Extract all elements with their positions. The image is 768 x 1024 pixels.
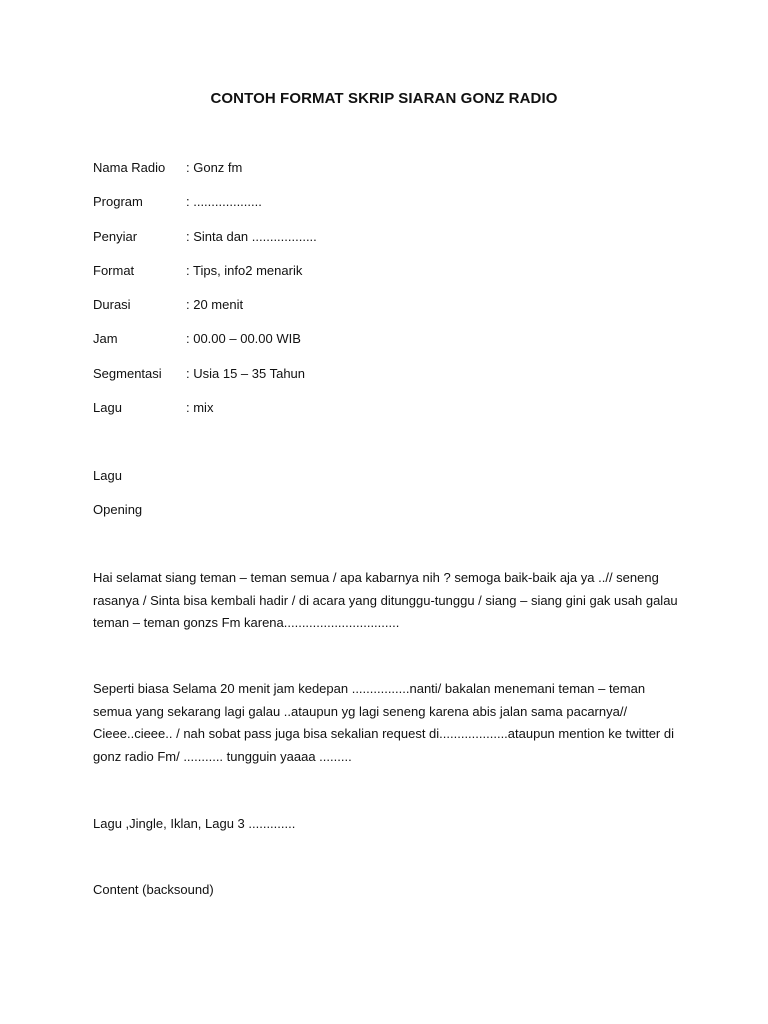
paragraph-line: teman – teman gonzs Fm karena................................ xyxy=(93,615,400,630)
info-row-jam xyxy=(93,331,317,365)
paragraph-line: semua yang sekarang lagi galau ..ataupun yg lagi seneng karena abis jalan sama pacarnya// xyxy=(93,703,628,719)
info-value: : mix xyxy=(186,400,214,416)
info-value: : ................... xyxy=(186,194,262,210)
info-value: : Usia 15 – 35 Tahun xyxy=(186,365,306,381)
paragraph-line: rasanya / Sinta bisa kembali hadir / di acara yang ditunggu-tunggu / siang – siang gini gak usah galau xyxy=(93,592,678,608)
info-label: Segmentasi xyxy=(93,365,162,381)
info-row-format xyxy=(93,263,317,297)
info-label: Program xyxy=(93,194,143,210)
info-row-nama-radio xyxy=(93,160,317,194)
info-value: : Tips, info2 menarik xyxy=(186,262,303,278)
opening-heading: Opening xyxy=(93,502,143,517)
paragraph-line: Seperti biasa Selama 20 menit jam kedepan ................nanti/ bakalan menemani teman – teman xyxy=(93,681,646,696)
lagu-heading: Lagu xyxy=(93,468,122,483)
lagu-jingle-line: Lagu ,Jingle, Iklan, Lagu 3 ............. xyxy=(93,816,296,831)
info-value: : Gonz fm xyxy=(186,160,243,175)
paragraph-line: Hai selamat siang teman – teman semua / apa kabarnya nih ? semoga baik-baik aja ya ..// seneng xyxy=(93,570,659,585)
info-row-segmentasi xyxy=(93,366,317,400)
info-row-durasi xyxy=(93,297,317,331)
info-value: : 00.00 – 00.00 WIB xyxy=(186,331,301,347)
document-title: CONTOH FORMAT SKRIP SIARAN GONZ RADIO xyxy=(210,90,558,107)
info-row-program xyxy=(93,194,317,228)
info-table xyxy=(93,160,317,434)
info-label: Jam xyxy=(93,331,118,347)
info-row-penyiar xyxy=(93,229,317,263)
info-row-lagu xyxy=(93,400,317,434)
info-label: Penyiar xyxy=(93,228,138,244)
second-paragraph xyxy=(93,678,693,768)
paragraph-line: Cieee..cieee.. / nah sobat pass juga bisa sekalian request di...................ataupun mention ke twitter di xyxy=(93,726,674,741)
info-label: Lagu xyxy=(93,400,122,416)
info-label: Format xyxy=(93,262,135,278)
content-line: Content (backsound) xyxy=(93,882,214,897)
paragraph-line: gonz radio Fm/ ........... tungguin yaaaa ......... xyxy=(93,748,352,764)
info-label: Durasi xyxy=(93,297,131,313)
info-value: : 20 menit xyxy=(186,297,244,313)
info-label: Nama Radio xyxy=(93,160,166,175)
info-value: : Sinta dan .................. xyxy=(186,228,317,244)
opening-paragraph xyxy=(93,567,693,635)
